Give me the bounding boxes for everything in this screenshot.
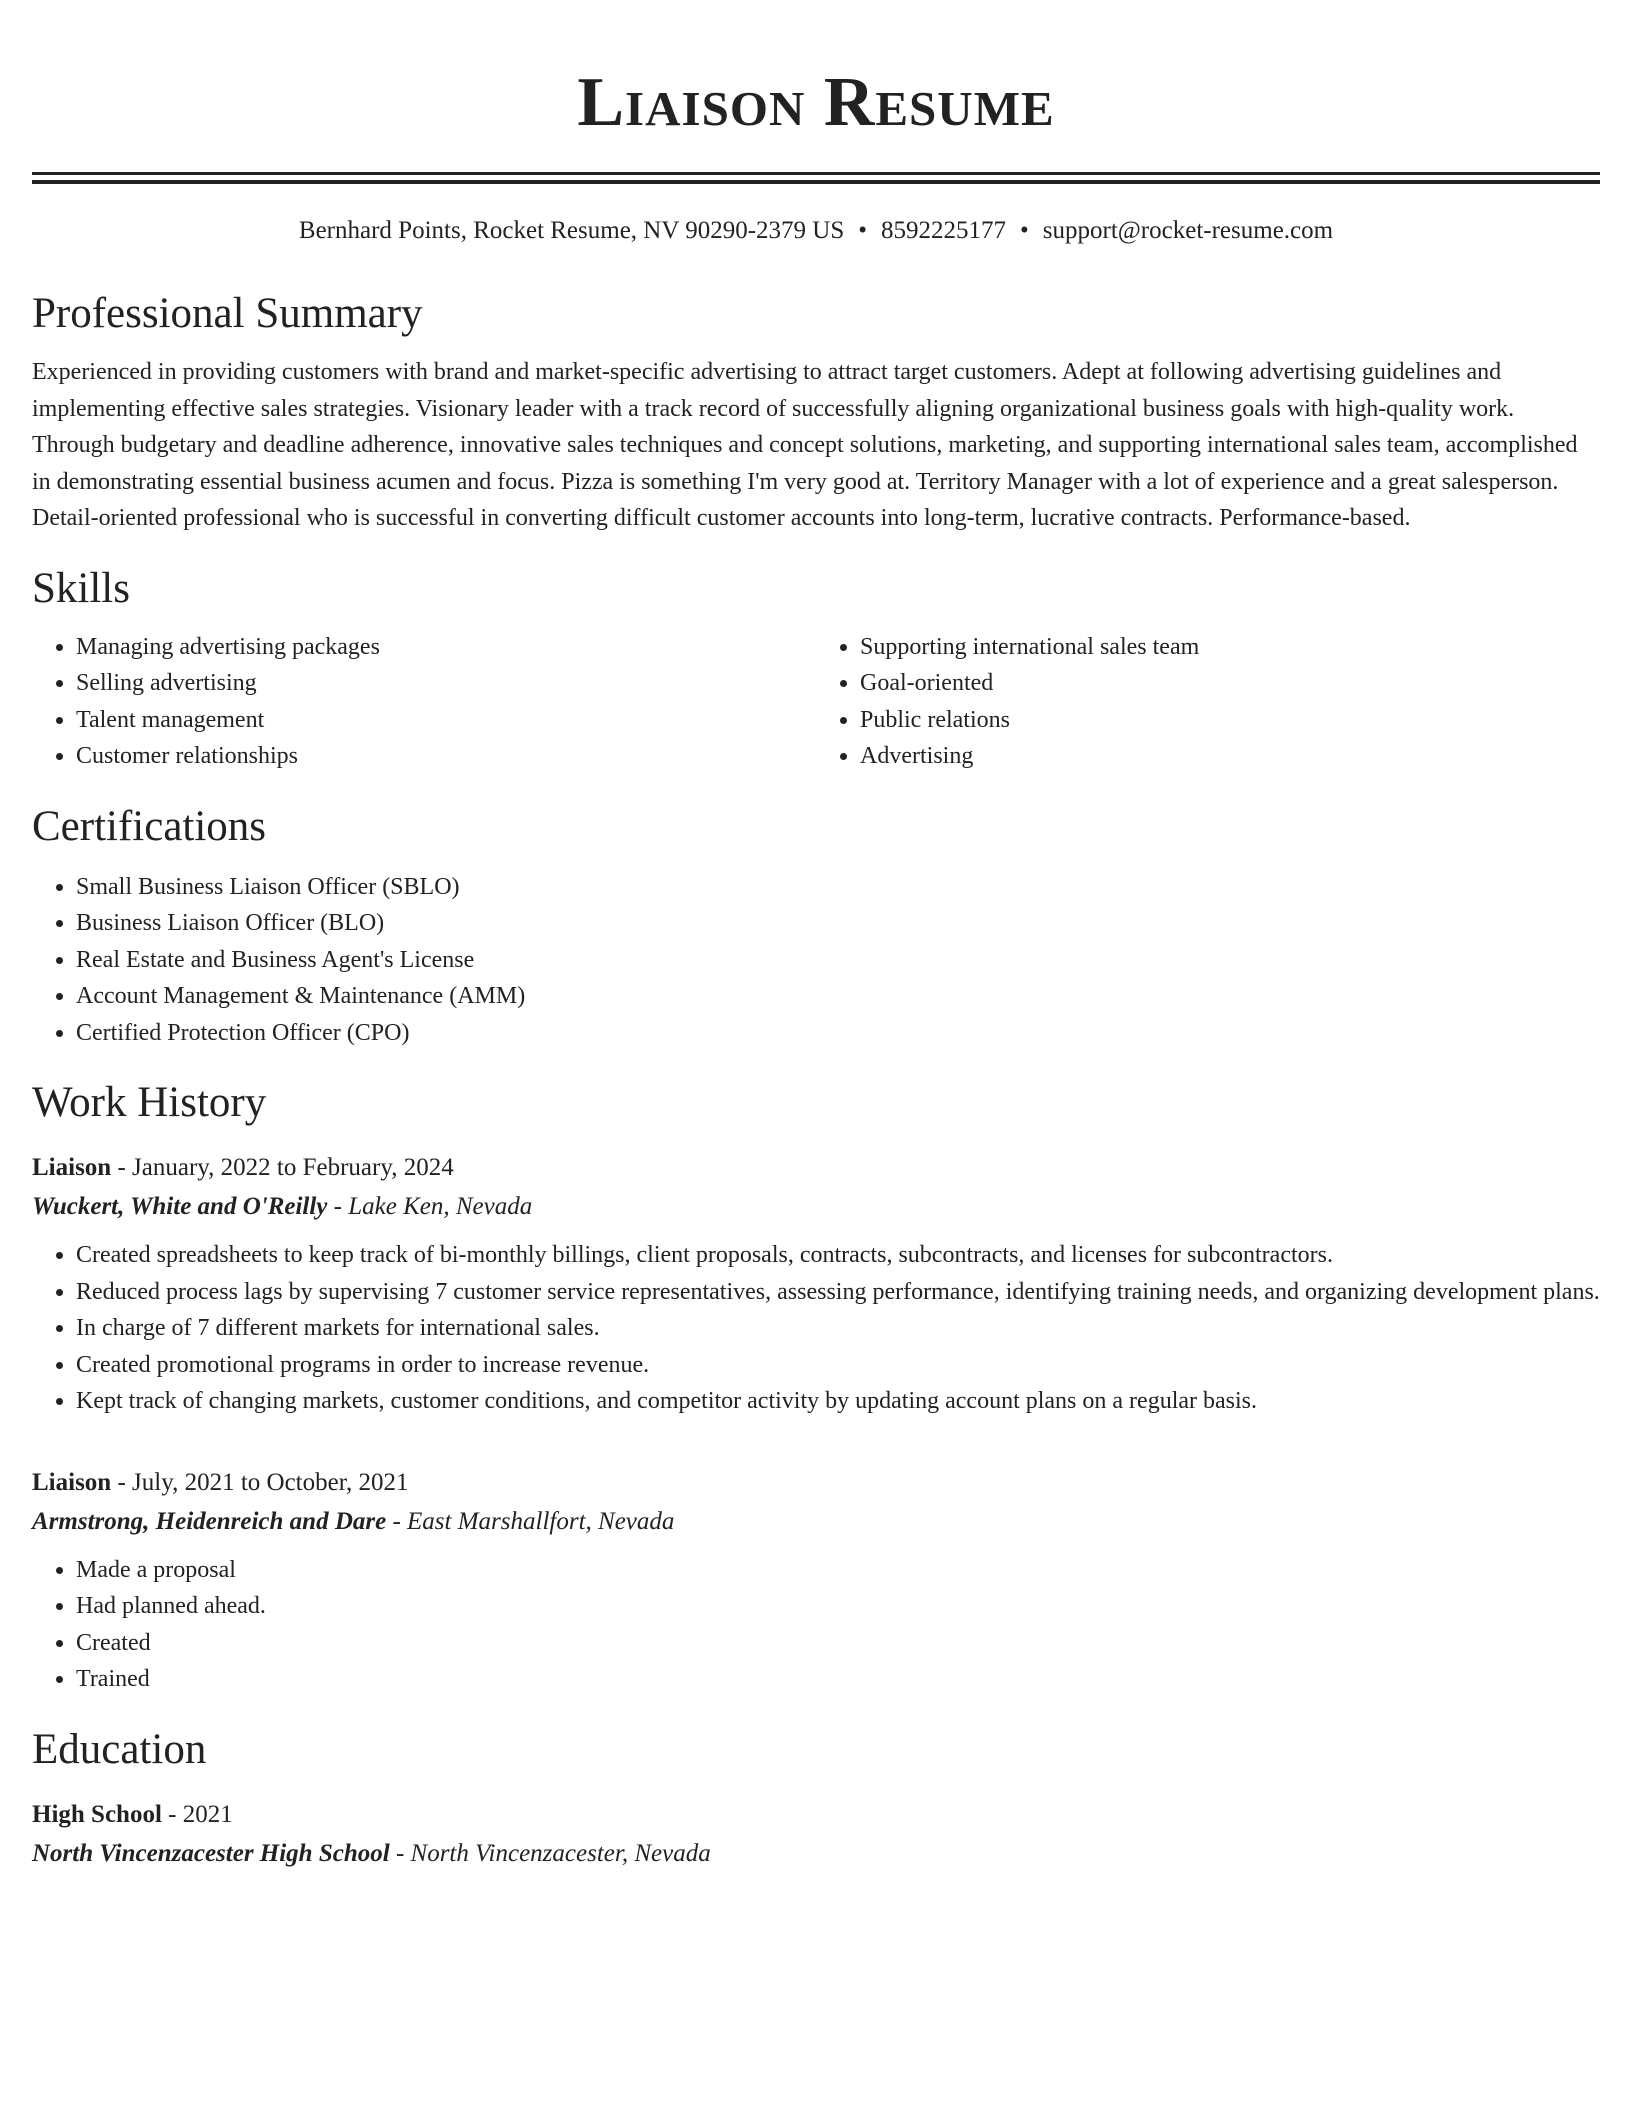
skills-list-left <box>32 629 816 775</box>
job-duty: • Created promotional programs in order to increase revenue. <box>76 1347 1600 1384</box>
summary-heading: Professional Summary <box>32 290 423 337</box>
school-line <box>32 1834 1600 1874</box>
job-company: Armstrong, Heidenreich and Dare <box>32 1507 387 1535</box>
skills-heading: Skills <box>32 564 130 612</box>
job-duty: • Kept track of changing markets, customer conditions, and competitor activity by updating account plans on a regular basis. <box>76 1383 1600 1420</box>
contact-email: support@rocket-resume.com <box>1042 217 1334 244</box>
degree: High School <box>32 1800 162 1828</box>
skill-item: • Managing advertising packages <box>76 629 816 666</box>
contact-address: Bernhard Points, Rocket Resume, NV 90290-2379 US <box>298 217 845 244</box>
job-duty: • Made a proposal <box>76 1552 1600 1589</box>
job-duty: • In charge of 7 different markets for international sales. <box>76 1310 1600 1347</box>
contact-phone: 8592225177 <box>881 217 1007 244</box>
job-duty: • Had planned ahead. <box>76 1588 1600 1625</box>
skill-item: • Talent management <box>76 702 816 739</box>
certification-item: • Small Business Liaison Officer (SBLO) <box>76 869 1600 906</box>
skills-grid <box>32 629 1600 775</box>
job-title-line <box>32 1149 1600 1187</box>
certifications-heading: Certifications <box>32 802 267 850</box>
job-entry <box>32 1149 1600 1420</box>
job-duty: • Created spreadsheets to keep track of bi-monthly billings, client proposals, contracts, subcontracts, and licenses for subcontractors. <box>76 1237 1600 1274</box>
certification-item: • Account Management & Maintenance (AMM) <box>76 978 1600 1015</box>
job-company-line <box>32 1187 1600 1227</box>
job-dates: - July, 2021 to October, 2021 <box>111 1468 409 1496</box>
contact-separator: • <box>858 217 868 244</box>
skill-item: • Supporting international sales team <box>860 629 1600 666</box>
job-duty: • Trained <box>76 1661 1600 1698</box>
job-location: - Lake Ken, Nevada <box>327 1193 533 1220</box>
certification-item: • Real Estate and Business Agent's License <box>76 942 1600 979</box>
title-divider <box>32 172 1600 184</box>
skills-list-right <box>816 629 1600 775</box>
job-title: Liaison <box>32 1468 112 1496</box>
contact-line <box>32 214 1600 248</box>
job-title-line <box>32 1464 1600 1502</box>
skill-item: • Public relations <box>860 702 1600 739</box>
job-dates: - January, 2022 to February, 2024 <box>111 1154 454 1181</box>
skill-item: • Goal-oriented <box>860 665 1600 702</box>
degree-line <box>32 1796 1600 1834</box>
job-duties-list <box>32 1552 1600 1698</box>
contact-separator: • <box>1020 217 1029 244</box>
job-company: Wuckert, White and O'Reilly <box>32 1193 328 1220</box>
school-name: North Vincenzacester High School <box>32 1839 390 1867</box>
job-duty: • Reduced process lags by supervising 7 customer service representatives, assessing performance, identifying training needs, and organizing development plans. <box>76 1274 1600 1311</box>
certification-item: • Business Liaison Officer (BLO) <box>76 905 1600 942</box>
certification-item: • Certified Protection Officer (CPO) <box>76 1015 1600 1052</box>
school-location: - North Vincenzacester, Nevada <box>389 1839 711 1867</box>
skill-item: • Customer relationships <box>76 738 816 775</box>
summary-text: Experienced in providing customers with brand and market-specific advertising to attract target customers. Adept at following advertising guidelines and implementing effective sales strategies. Visionary leader with a track record of successfully aligning organizational business goals with high-quality work. Through budgetary and deadline adherence, innovative sales techniques and concept solutions, marketing, and supporting international sales team, accomplished in demonstrating essential business acumen and focus. Pizza is something I'm very good at. Territory Manager with a lot of experience and a great salesperson. Detail-oriented professional who is successful in converting difficult customer accounts into long-term, lucrative contracts. Performance-based. <box>32 359 1578 531</box>
work-history-heading: Work History <box>32 1079 267 1126</box>
resume-page <box>32 0 1600 1874</box>
skill-item: • Advertising <box>860 738 1600 775</box>
graduation-year: - 2021 <box>161 1800 233 1828</box>
education-entry <box>32 1796 1600 1874</box>
certifications-list <box>32 869 1600 1052</box>
job-entry <box>32 1464 1600 1698</box>
education-heading: Education <box>32 1725 207 1773</box>
job-company-line <box>32 1502 1600 1542</box>
job-title: Liaison <box>32 1154 112 1181</box>
job-duties-list <box>32 1237 1600 1420</box>
skill-item: • Selling advertising <box>76 665 816 702</box>
job-duty: • Created <box>76 1625 1600 1662</box>
job-location: - East Marshallfort, Nevada <box>386 1507 675 1535</box>
page-title: Liaison Resume <box>577 64 1055 141</box>
